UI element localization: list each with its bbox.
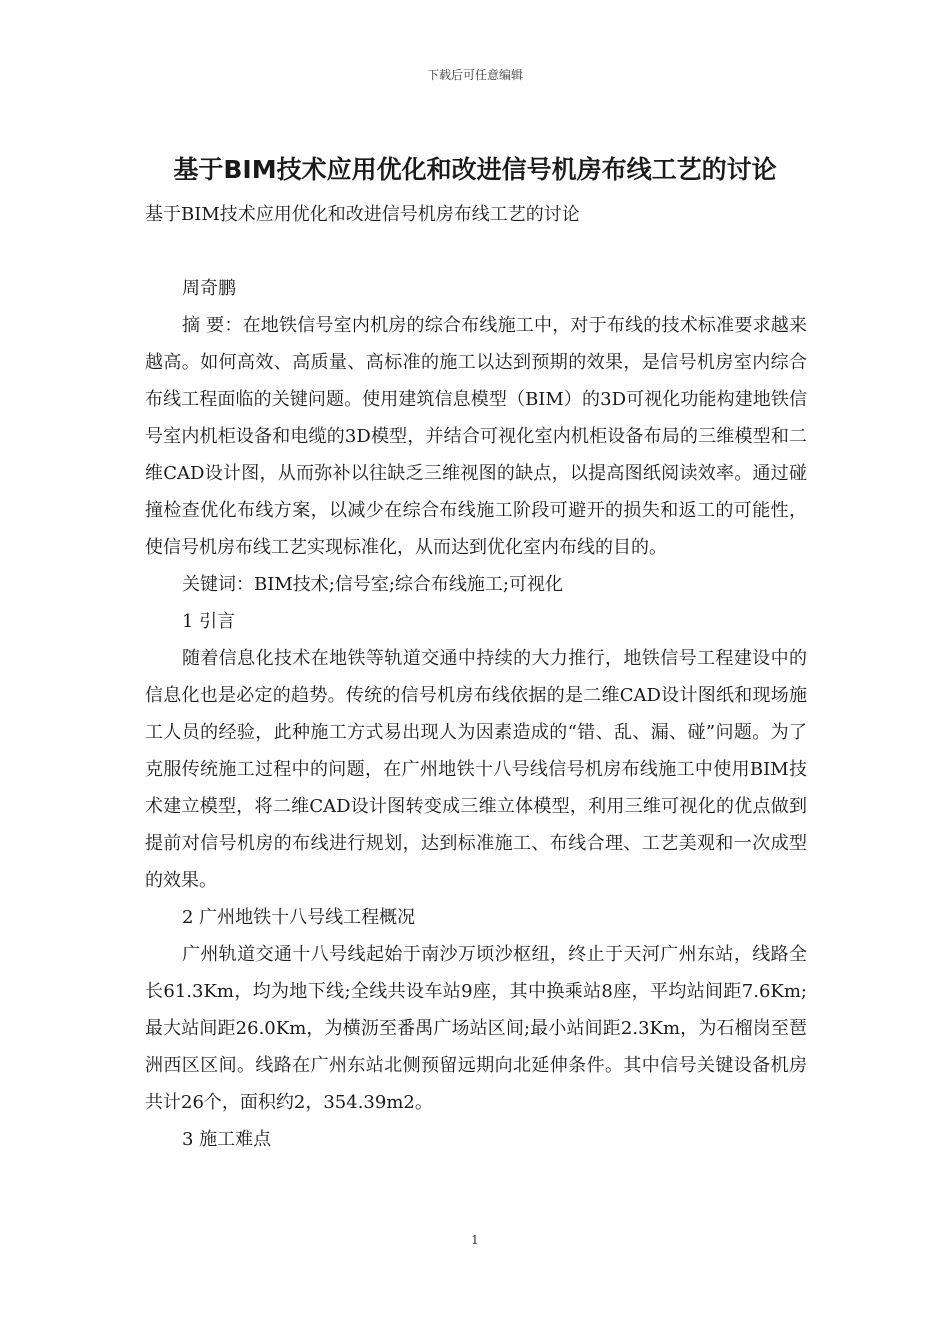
- abstract-paragraph: 摘 要：在地铁信号室内机房的综合布线施工中，对于布线的技术标准要求越来越高。如何高效、高质量、高标准的施工以达到预期的效果，是信号机房室内综合布线工程面临的关键问题。使用建筑信息模型（BIM）的3D可视化功能构建地铁信号室内机柜设备和电缆的3D模型，并结合可视化室内机柜设备布局的三维模型和二维CAD设计图，从而弥补以往缺乏三维视图的缺点，以提高图纸阅读效率。通过碰撞检查优化布线方案，以减少在综合布线施工阶段可避开的损失和返工的可能性，使信号机房布线工艺实现标准化，从而达到优化室内布线的目的。: [145, 315, 807, 558]
- document-subtitle: 基于BIM技术应用优化和改进信号机房布线工艺的讨论: [145, 204, 580, 225]
- section-2-paragraph: 广州轨道交通十八号线起始于南沙万顷沙枢纽，终止于天河广州东站，线路全长61.3Km，均为地下线;全线共设车站9座，其中换乘站8座，平均站间距7.6Km;最大站间距26.0Km，为横沥至番禺广场站区间;最小站间距2.3Km，为石榴岗至琶洲西区区间。线路在广州东站北侧预留远期向北延伸条件。其中信号关键设备机房共计26个，面积约2，354.39m2。: [145, 944, 807, 1113]
- document-body: [145, 196, 807, 1158]
- section-1-heading: 1 引言: [182, 611, 236, 632]
- keywords-line: 关键词：BIM技术;信号室;综合布线施工;可视化: [182, 574, 563, 595]
- section-2-heading: 2 广州地铁十八号线工程概况: [182, 907, 416, 928]
- section-3-heading: 3 施工难点: [182, 1129, 272, 1150]
- page-number: 1: [471, 1233, 479, 1247]
- document-title: 基于BIM技术应用优化和改进信号机房布线工艺的讨论: [173, 155, 777, 184]
- page-header-note: 下载后可任意编辑: [426, 68, 523, 82]
- author-name: 周奇鹏: [182, 278, 236, 299]
- section-1-paragraph: 随着信息化技术在地铁等轨道交通中持续的大力推行，地铁信号工程建设中的信息化也是必定的趋势。传统的信号机房布线依据的是二维CAD设计图纸和现场施工人员的经验，此种施工方式易出现人为因素造成的“错、乱、漏、碰”问题。为了克服传统施工过程中的问题，在广州地铁十八号线信号机房布线施工中使用BIM技术建立模型，将二维CAD设计图转变成三维立体模型，利用三维可视化的优点做到提前对信号机房的布线进行规划，达到标准施工、布线合理、工艺美观和一次成型的效果。: [145, 648, 807, 891]
